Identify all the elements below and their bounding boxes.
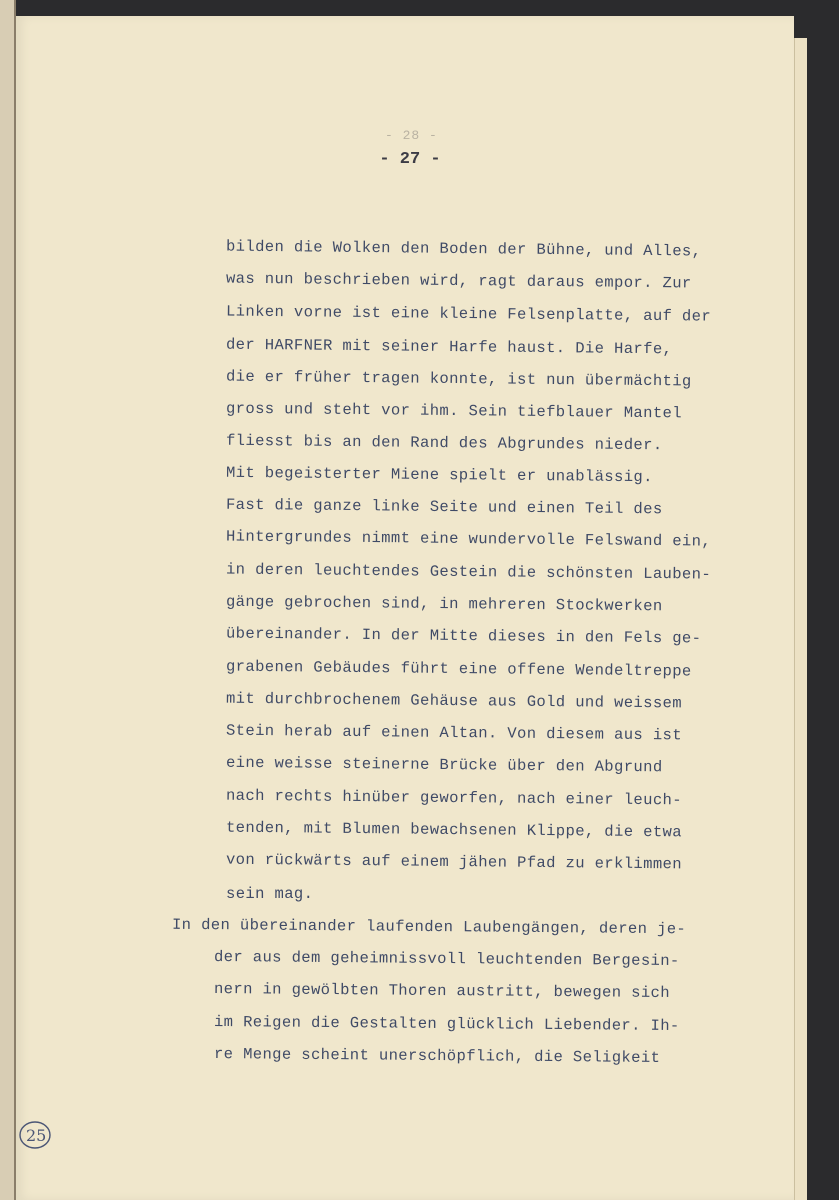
text-line: In den übereinander laufenden Laubengängen, deren je- [171,915,687,939]
text-line: Hintergrundes nimmt eine wundervolle Felswand ein, [225,527,712,551]
text-line: Stein herab auf einen Altan. Von diesem aus ist [225,721,683,745]
text-line: was nun beschrieben wird, ragt daraus empor. Zur [225,269,692,293]
text-line: im Reigen die Gestalten glücklich Liebender. Ih- [213,1012,680,1036]
text-line: re Menge scheint unerschöpflich, die Seligkeit [213,1045,661,1067]
text-line: mit durchbrochenem Gehäuse aus Gold und weissem [225,689,683,713]
left-page-edge [0,0,16,1200]
text-line: nach rechts hinüber geworfen, nach einer leuch- [225,786,683,810]
text-line: Linken vorne ist eine kleine Felsenplatte, auf der [225,302,712,326]
text-line: eine weisse steinerne Brücke über den Abgrund [225,753,663,777]
handwritten-folio-number [18,1118,52,1152]
text-line: tenden, mit Blumen bewachsenen Klippe, die etwa [225,818,683,842]
text-line: fliesst bis an den Rand des Abgrundes nieder. [225,431,663,455]
text-line: nern in gewölbten Thoren austritt, bewegen sich [213,980,671,1002]
page-number: - 27 - [379,150,441,169]
text-line: gross und steht vor ihm. Sein tiefblauer Mantel [225,399,683,423]
text-line: die er früher tragen konnte, ist nun übermächtig [225,367,692,391]
text-line: der HARFNER mit seiner Harfe haust. Die Harfe, [225,335,673,359]
bleed-through-page-number: - 28 - [385,128,438,143]
text-line: der aus dem geheimnissvoll leuchtenden Bergesin- [213,947,680,971]
text-line: sein mag. [226,885,314,903]
text-line: übereinander. In der Mitte dieses in den Fels ge- [225,624,702,648]
page-edge-right [794,38,807,1200]
text-line: in deren leuchtendes Gestein die schönsten Lauben- [225,560,712,584]
text-line: von rückwärts auf einem jähen Pfad zu erklimmen [225,850,683,874]
text-line: grabenen Gebäudes führt eine offene Wendeltreppe [225,657,692,681]
text-line: Fast die ganze linke Seite und einen Teil des [225,495,663,519]
text-line: Mit begeisterter Miene spielt er unablässig. [225,463,653,487]
text-line: bilden die Wolken den Boden der Bühne, und Alles, [225,237,702,261]
text-line: gänge gebrochen sind, in mehreren Stockwerken [225,592,663,616]
folio-number-text: 25 [26,1126,47,1145]
